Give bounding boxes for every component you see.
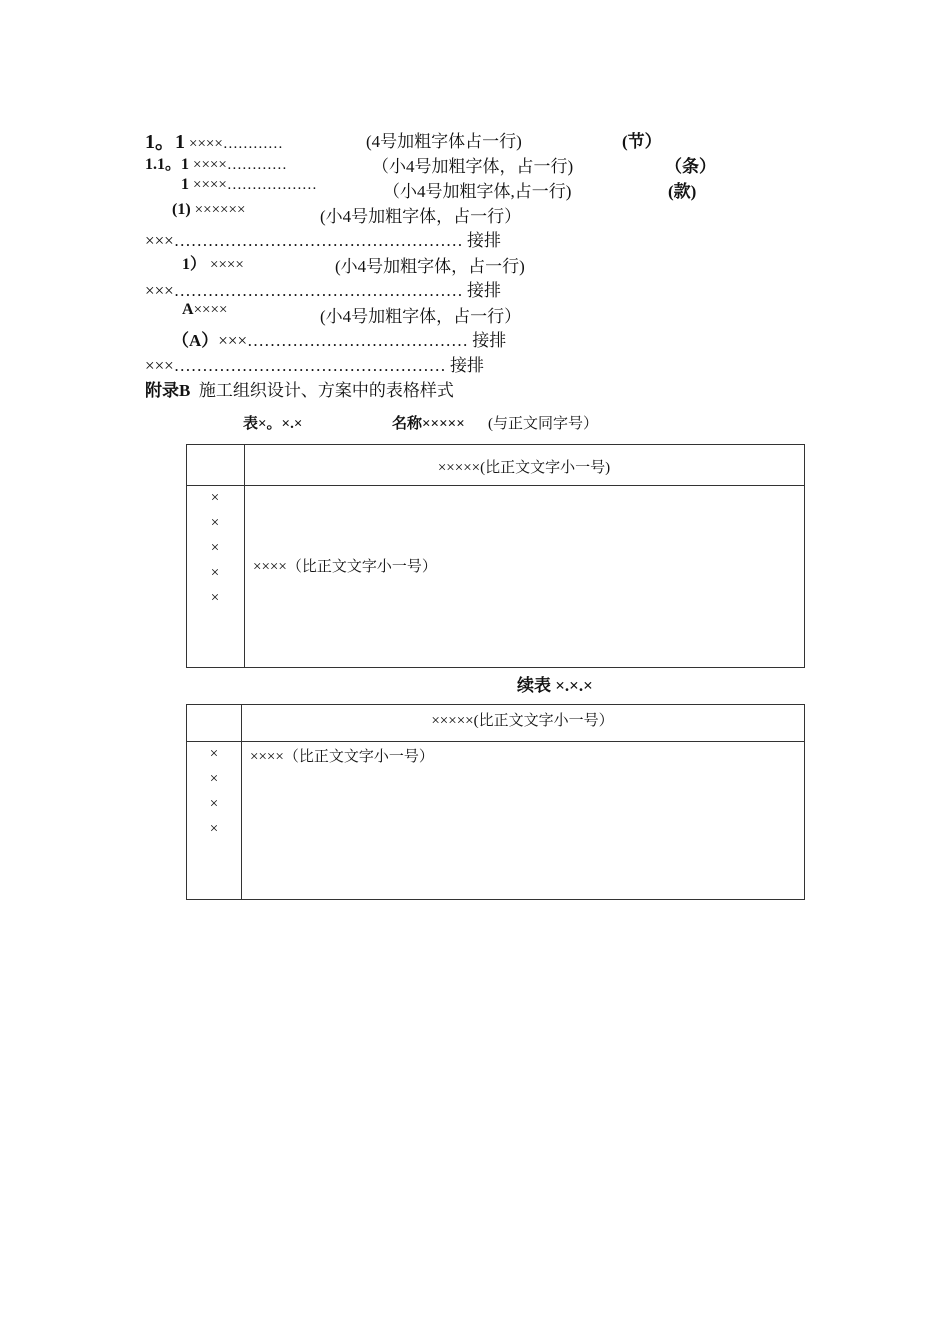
heading-title: ×××× — [193, 302, 228, 318]
table2-left-cell: × — [209, 746, 219, 762]
heading-tag: (节） — [622, 132, 662, 151]
table1-left-column — [187, 486, 243, 611]
body-line: ×××…………………………………………… 接排 — [145, 231, 502, 250]
heading-level-2 — [145, 151, 287, 174]
heading-title: ××××………… — [193, 157, 287, 173]
heading-note: (4号加粗字体占一行) — [366, 132, 522, 151]
heading-level-3 — [181, 176, 317, 194]
table2-left-cell: × — [209, 821, 219, 837]
heading-number: 1。1 — [145, 131, 185, 153]
column-divider — [241, 705, 242, 899]
appendix-label: 附录B — [145, 381, 191, 400]
heading-note: （小4号加粗字体,占一行) — [383, 182, 572, 201]
table2 — [186, 704, 805, 900]
heading-number: (1) — [172, 201, 191, 218]
heading-title: ×××………………………………… 接排 — [218, 331, 507, 350]
table1-caption-number: 表×。×.× — [243, 416, 303, 432]
heading-level-6 — [182, 301, 227, 319]
table2-left-column — [187, 742, 241, 842]
column-divider — [244, 445, 245, 667]
heading-level-1 — [145, 125, 283, 154]
row-divider — [187, 485, 804, 486]
table1-body-cell: ××××（比正文文字小一号） — [253, 559, 437, 575]
heading-number: （A） — [172, 331, 219, 350]
heading-title: ×××××× — [194, 202, 246, 218]
heading-level-4 — [172, 201, 245, 219]
table2-left-cell: × — [209, 771, 219, 787]
heading-note: (小4号加粗字体，占一行） — [320, 207, 522, 226]
heading-number: A — [182, 301, 194, 318]
heading-note: (小4号加粗字体，占一行） — [320, 307, 522, 326]
heading-tag: （条） — [665, 157, 716, 176]
table1-left-cell: × — [210, 590, 220, 606]
table1-header-cell: ×××××(比正文文字小一号) — [437, 460, 611, 476]
table2-left-cell: × — [209, 796, 219, 812]
body-line: ×××…………………………………………… 接排 — [145, 281, 502, 300]
table1-caption-note: (与正文同字号） — [488, 416, 598, 432]
heading-number: 1） — [182, 256, 207, 273]
table1-left-cell: × — [210, 540, 220, 556]
heading-number: 1 — [181, 176, 189, 193]
table2-body-cell: ××××（比正文文字小一号） — [250, 749, 434, 765]
table1-left-cell: × — [210, 515, 220, 531]
heading-note: (小4号加粗字体，占一行) — [335, 257, 525, 276]
heading-note: （小4号加粗字体，占一行) — [372, 157, 574, 176]
heading-level-5 — [182, 251, 244, 274]
table2-caption: 续表 ×.×.× — [517, 676, 593, 695]
heading-title: ×××× — [210, 257, 244, 273]
table1 — [186, 444, 805, 668]
table2-header-cell: ×××××(比正文文字小一号） — [431, 713, 614, 729]
table1-left-cell: × — [210, 565, 220, 581]
appendix-heading: 施工组织设计、方案中的表格样式 — [198, 381, 454, 400]
heading-level-7 — [172, 326, 506, 351]
table1-left-cell: × — [210, 490, 220, 506]
heading-tag: (款) — [668, 182, 697, 201]
heading-number: 1.1。1 — [145, 156, 190, 173]
row-divider — [187, 741, 804, 742]
heading-title: ××××………… — [189, 136, 283, 152]
body-line: ×××………………………………………… 接排 — [145, 356, 485, 375]
heading-title: ××××……………… — [193, 177, 317, 193]
appendix-title — [145, 376, 454, 401]
table1-caption-name: 名称××××× — [392, 416, 465, 432]
